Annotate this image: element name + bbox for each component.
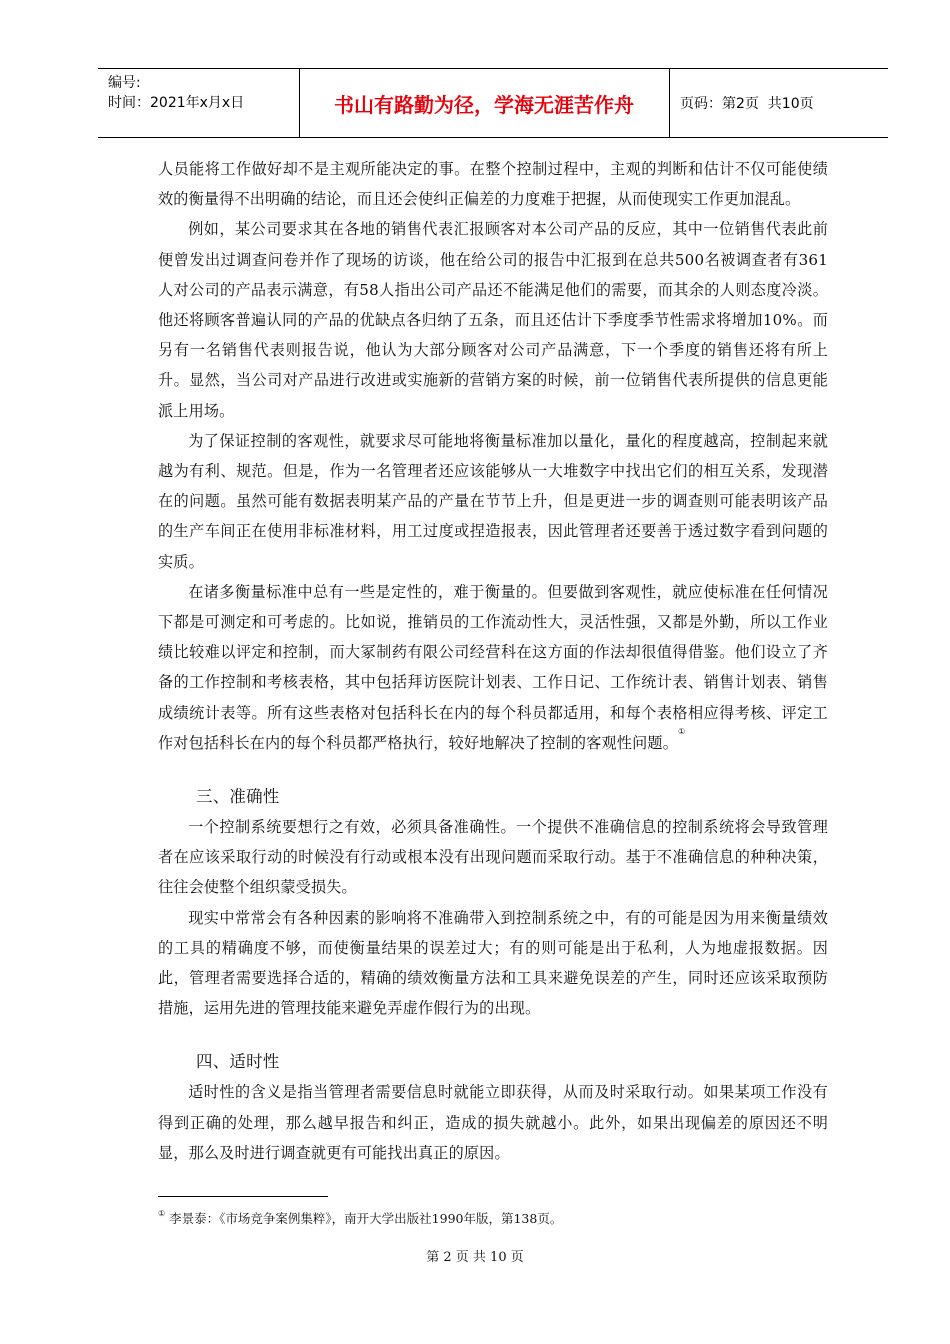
document-body: [158, 154, 828, 1168]
footnote-separator: [158, 1196, 328, 1197]
paragraph: 一个控制系统要想行之有效，必须具备准确性。一个提供不准确信息的控制系统将会导致管理者在应该采取行动的时候没有行动或根本没有出现问题而采取行动。基于不准确信息的种种决策，往往会使整个组织蒙受损失。: [158, 818, 828, 897]
header-page-info: 页码：第2页 共10页: [680, 96, 814, 112]
paragraph: 适时性的含义是指当管理者需要信息时就能立即获得，从而及时采取行动。如果某项工作没有得到正确的处理，那么越早报告和纠正，造成的损失就越小。此外，如果出现偏差的原因还不明显，那么及时进行调查就更有可能找出真正的原因。: [158, 1083, 828, 1162]
header-divider: [669, 69, 670, 137]
header-meta: [108, 73, 244, 113]
section-heading: 四、适时性: [196, 1052, 280, 1072]
page-number: 第 2 页 共 10 页: [426, 1250, 524, 1265]
paragraph: 例如，某公司要求其在各地的销售代表汇报顾客对本公司产品的反应，其中一位销售代表此前便曾发出过调查问卷并作了现场的访谈，他在给公司的报告中汇报到在总共500名被调查者有361人对公司的产品表示满意，有58人指出公司产品还不能满足他们的需要，而其余的人则态度冷淡。他还将顾客普遍认同的产品的优缺点各归纳了五条，而且还估计下季度季节性需求将增加10%。而另有一名销售代表则报告说，他认为大部分顾客对公司产品满意，下一个季度的销售还将有所上升。显然，当公司对产品进行改进或实施新的营销方案的时候，前一位销售代表所提供的信息更能派上用场。: [158, 220, 828, 420]
page-header: [98, 68, 888, 138]
paragraph: 现实中常常会有各种因素的影响将不准确带入到控制系统之中，有的可能是因为用来衡量绩效的工具的精确度不够，而使衡量结果的误差过大；有的则可能是出于私利，人为地虚报数据。因此，管理者需要选择合适的，精确的绩效衡量方法和工具来避免误差的产生，同时还应该采取预防措施，运用先进的管理技能来避免弄虚作假行为的出现。: [158, 908, 828, 1018]
footnote-text: 李景泰：《市场竞争案例集粹》，南开大学出版社1990年版，第138页。: [169, 1211, 563, 1226]
paragraph: [158, 577, 828, 758]
paragraph-text: 在诸多衡量标准中总有一些是定性的，难于衡量的。但要做到客观性，就应使标准在任何情况下都是可测定和可考虑的。比如说，推销员的工作流动性大，灵活性强，又都是外勤，所以工作业绩比较难以评定和控制，而大冢制药有限公司经营科在这方面的作法却很值得借鉴。他们设立了齐备的工作控制和考核表格，其中包括拜访医院计划表、工作日记、工作统计表、销售计划表、销售成绩统计表等。所有这些表格对包括科长在内的每个科员都适用，和每个表格相应得考核、评定工作对包括科长在内的每个科员都严格执行，较好地解决了控制的客观性问题。: [158, 582, 828, 752]
time-label: 时间：2021年x月x日: [108, 95, 245, 111]
paragraph: 为了保证控制的客观性，就要求尽可能地将衡量标准加以量化，量化的程度越高，控制起来就越为有利、规范。但是，作为一名管理者还应该能够从一大堆数字中找出它们的相互关系，发现潜在的问题。虽然可能有数据表明某产品的产量在节节上升，但是更进一步的调查则可能表明该产品的生产车间正在使用非标准材料，用工过度或捏造报表，因此管理者还要善于透过数字看到问题的实质。: [158, 431, 828, 571]
footnote: [158, 1210, 562, 1228]
footnote-reference: ①: [678, 726, 686, 736]
paragraph: 人员能将工作做好却不是主观所能决定的事。在整个控制过程中，主观的判断和估计不仅可能使绩效的衡量得不出明确的结论，而且还会使纠正偏差的力度难于把握，从而使现实工作更加混乱。: [158, 160, 828, 209]
serial-label: 编号:: [108, 75, 141, 91]
footnote-mark: ①: [158, 1209, 166, 1218]
header-motto: 书山有路勤为径，学海无涯苦作舟: [334, 92, 634, 117]
section-heading: 三、准确性: [196, 787, 280, 807]
